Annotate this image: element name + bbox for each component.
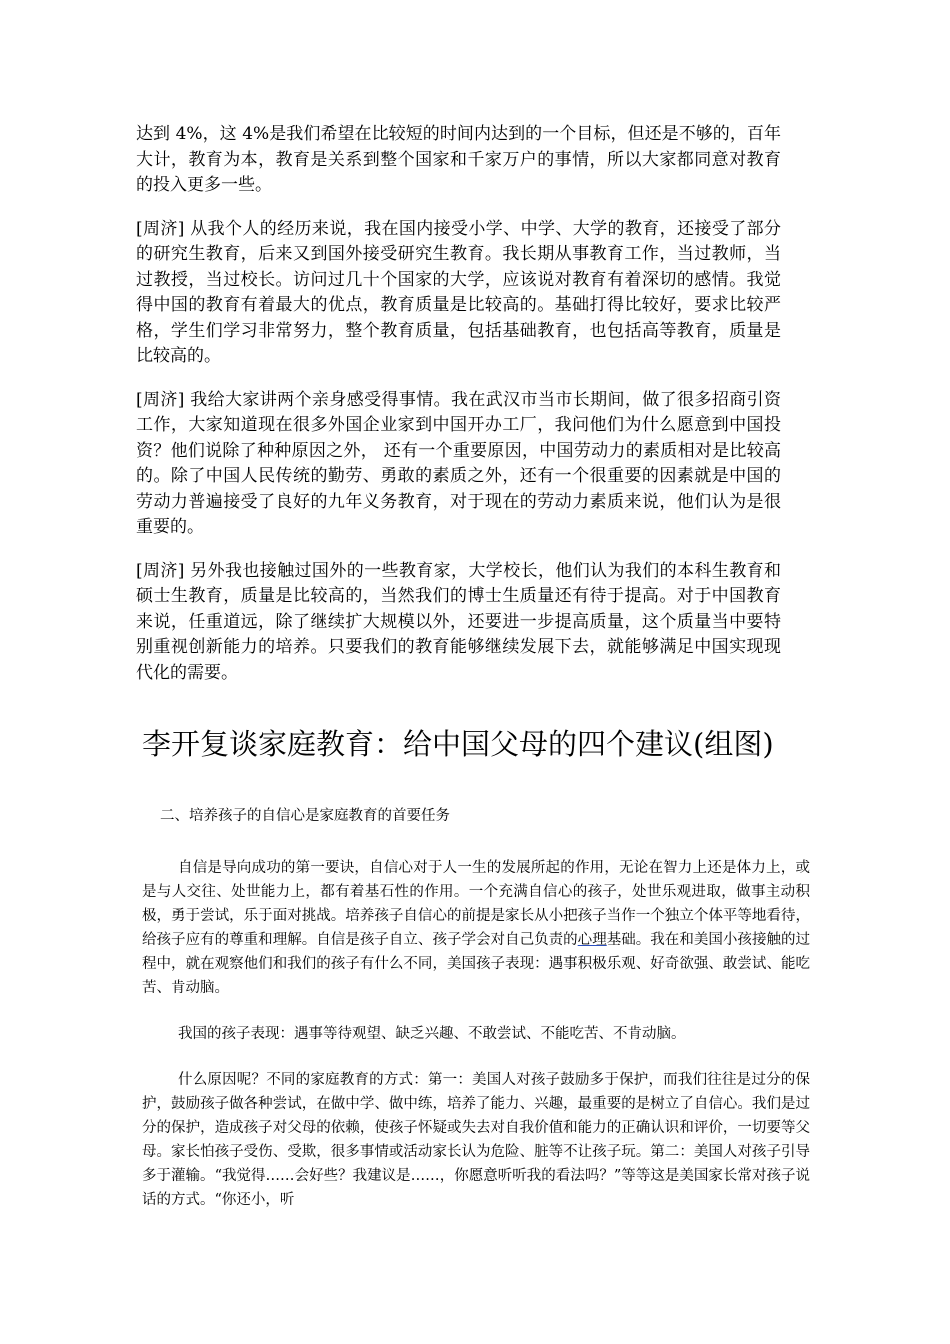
- paragraph-reasons: 什么原因呢？不同的家庭教育的方式：第一：美国人对孩子鼓励多于保护，而我们往往是过分的保护，鼓励孩子做各种尝试，在做中学、做中练，培养了能力、兴趣，最重要的是树立了自信心。我们是过分的保护，造成孩子对父母的依赖，使孩子怀疑或失去对自我价值和能力的正确认识和评价，一切要等父母。家长怕孩子受伤、受欺，很多事情或活动家长认为危险、脏等不让孩子玩。第二：美国人对孩子引导多于灌输。“我觉得……会好些？我建议是……，你愿意听听我的看法吗？”等等这是美国家长常对孩子说话的方式。“你还小，听: [142, 1072, 810, 1208]
- paragraph-intro: 达到 4%，这 4%是我们希望在比较短的时间内达到的一个目标，但还是不够的，百年大计，教育为本，教育是关系到整个国家和千家万户的事情，所以大家都同意对教育的投入更多一些。: [136, 124, 781, 195]
- paragraph-confidence-text-b: 基础。我在和美国小孩接触的过程中，就在观察他们和我们的孩子有什么不同，美国孩子表现：遇事积极乐观、好奇欲强、敢尝试、能吃苦、肯动脑。: [142, 932, 811, 996]
- interview-section: [136, 122, 781, 704]
- paragraph-zhouji-3: [周济] 另外我也接触过国外的一些教育家，大学校长，他们认为我们的本科生教育和硕士生教育，质量是比较高的，当然我们的博士生质量还有待于提高。对于中国教育来说，任重道远，除了继续扩大规模以外，还要进一步提高质量，这个质量当中要特别重视创新能力的培养。只要我们的教育能够继续发展下去，就能够满足中国实现现代化的需要。: [136, 560, 781, 683]
- section-subheading: 二、培养孩子的自信心是家庭教育的首要任务: [160, 808, 450, 824]
- psychology-link[interactable]: 心理: [577, 932, 607, 948]
- paragraph-confidence: [142, 856, 810, 1000]
- article-title: 李开复谈家庭教育：给中国父母的四个建议(组图): [142, 727, 774, 761]
- paragraph-confidence-text-a: 自信是导向成功的第一要诀，自信心对于人一生的发展所起的作用，无论在智力上还是体力上，或是与人交往、处世能力上，都有着基石性的作用。一个充满自信心的孩子，处世乐观进取，做事主动积极，勇于尝试，乐于面对挑战。培养孩子自信心的前提是家长从小把孩子当作一个独立个体平等地看待，给孩子应有的尊重和理解。自信是孩子自立、孩子学会对自己负责的: [142, 860, 810, 948]
- article-body: [142, 804, 810, 1234]
- paragraph-chinese-children: 我国的孩子表现：遇事等待观望、缺乏兴趣、不敢尝试、不能吃苦、不肯动脑。: [178, 1026, 686, 1042]
- paragraph-zhouji-1: [周济] 从我个人的经历来说，我在国内接受小学、中学、大学的教育，还接受了部分的研究生教育，后来又到国外接受研究生教育。我长期从事教育工作，当过教师，当过教授，当过校长。访问过几十个国家的大学，应该说对教育有着深切的感情。我觉得中国的教育有着最大的优点，教育质量是比较高的。基础打得比较好，要求比较严格，学生们学习非常努力，整个教育质量，包括基础教育，也包括高等教育，质量是比较高的。: [136, 218, 781, 366]
- paragraph-zhouji-2: [周济] 我给大家讲两个亲身感受得事情。我在武汉市当市长期间，做了很多招商引资工作，大家知道现在很多外国企业家到中国开办工厂，我问他们为什么愿意到中国投资？他们说除了种种原因之外， 还有一个重要原因，中国劳动力的素质相对是比较高的。除了中国人民传统的勤劳、勇敢的素质之外，还有一个很重要的因素就是中国的劳动力普遍接受了良好的九年义务教育，对于现在的劳动力素质来说，他们认为是很重要的。: [136, 389, 781, 537]
